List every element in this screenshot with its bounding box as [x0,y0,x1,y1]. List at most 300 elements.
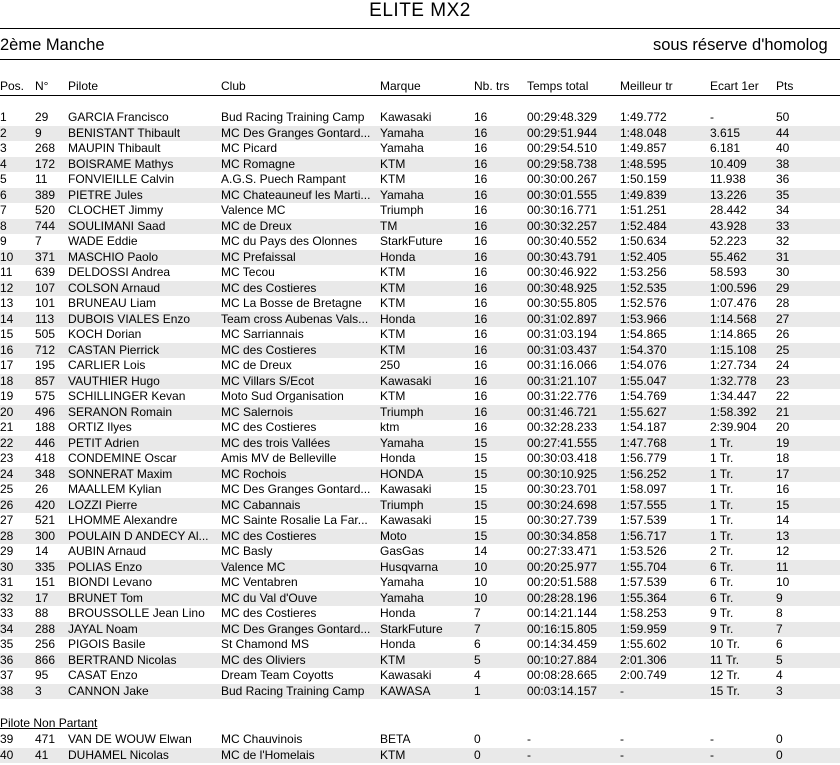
cell-pts: 27 [776,311,790,326]
cell-total: 00:31:03.194 [527,327,598,341]
cell-num: 268 [35,141,56,155]
cell-pilote: FONVIEILLE Calvin [68,172,175,186]
cell-club: MC des Costieres [221,420,317,434]
cell-pts: 8 [776,606,783,620]
table-row [0,653,840,669]
cell-pos: 6 [0,187,7,202]
race-subtitle: 2ème Manche [0,36,105,54]
table-row [0,529,840,545]
cell-pos: 20 [0,404,14,419]
cell-ecart: 2 Tr. [710,544,734,558]
cell-pilote: BENISTANT Thibault [68,125,181,140]
cell-total: 00:30:16.771 [527,203,598,217]
cell-trs: 5 [474,652,481,667]
cell-best: 1:53.526 [620,544,667,558]
cell-pts: 21 [776,404,790,419]
table-row [0,420,840,436]
cell-ecart: 11.938 [710,172,746,186]
cell-num: 520 [35,203,56,217]
cell-pts: 34 [776,203,790,217]
cell-best: 1:54.187 [620,420,667,434]
cell-best: 1:49.857 [620,141,667,155]
cell-ecart: 1:07.476 [710,296,757,310]
cell-club: MC de l'Homelais [221,747,315,762]
cell-marque: BETA [380,732,411,746]
cell-pts: 9 [776,590,783,605]
cell-trs: 15 [474,528,488,543]
cell-pts: 7 [776,621,783,636]
cell-pts: 35 [776,187,790,202]
cell-best: 1:58.253 [620,606,667,620]
cell-pilote: BOISRAME Mathys [68,156,174,171]
table-row [0,141,840,157]
cell-ecart: 6 Tr. [710,590,734,605]
cell-best: 1:53.966 [620,311,667,326]
cell-trs: 16 [474,218,488,233]
cell-pts: 30 [776,265,790,279]
cell-pilote: DUBOIS VIALES Enzo [68,311,191,326]
cell-club: Bud Racing Training Camp [221,110,365,124]
cell-num: 521 [35,513,56,527]
cell-ecart: 1:14.865 [710,327,757,341]
title-rule [0,28,840,29]
cell-pos: 8 [0,218,7,233]
cell-ecart: 1 Tr. [710,513,734,527]
cell-best: 1:52.535 [620,280,667,295]
cell-pilote: COLSON Arnaud [68,280,161,295]
cell-club: Dream Team Coyotts [221,668,334,682]
cell-pilote: AUBIN Arnaud [68,544,147,558]
cell-pos: 28 [0,528,14,543]
cell-total: 00:29:58.738 [527,156,598,171]
header-total: Temps total [527,79,589,93]
table-row [0,234,840,250]
cell-num: 575 [35,389,56,403]
cell-trs: 16 [474,141,488,155]
cell-pos: 35 [0,637,14,651]
cell-trs: 16 [474,156,488,171]
cell-club: MC Sarriannais [221,327,304,341]
cell-total: 00:30:01.555 [527,187,598,202]
cell-pilote: LOZZI Pierre [68,497,138,512]
header-trs: Nb. trs [474,79,510,93]
cell-best: - [620,732,624,746]
cell-trs: 16 [474,187,488,202]
cell-club: MC Chauvinois [221,732,303,746]
cell-num: 744 [35,218,56,233]
table-row [0,451,840,467]
cell-trs: 16 [474,265,488,279]
cell-ecart: 2:39.904 [710,420,757,434]
cell-pos: 3 [0,141,7,155]
cell-pts: 12 [776,544,790,558]
cell-total: 00:28:28.196 [527,590,598,605]
cell-pos: 14 [0,311,14,326]
cell-club: MC Prefaissal [221,249,296,264]
cell-total: 00:10:27.884 [527,652,598,667]
header-pilote: Pilote [68,79,99,93]
cell-pilote: MAUPIN Thibault [68,141,161,155]
cell-pos: 25 [0,482,14,496]
cell-num: 348 [35,466,56,481]
cell-pos: 33 [0,606,14,620]
cell-num: 639 [35,265,56,279]
cell-pos: 36 [0,652,14,667]
cell-ecart: 1 Tr. [710,435,734,450]
cell-trs: 16 [474,373,488,388]
cell-club: Moto Sud Organisation [221,389,344,403]
cell-total: 00:31:03.437 [527,342,598,357]
cell-club: MC des Costieres [221,342,317,357]
cell-pilote: JAYAL Noam [68,621,138,636]
table-row [0,157,840,173]
cell-best: 1:52.405 [620,249,667,264]
cell-club: MC des Costieres [221,280,317,295]
cell-num: 505 [35,327,56,341]
cell-club: MC La Bosse de Bretagne [221,296,362,310]
cell-trs: 15 [474,482,488,496]
table-row [0,405,840,421]
cell-best: 1:57.539 [620,575,667,589]
cell-total: 00:14:21.144 [527,606,598,620]
cell-club: MC Chateauneuf les Marti... [221,187,371,202]
table-row [0,219,840,235]
cell-club: MC Salernois [221,404,294,419]
cell-marque: TM [380,218,398,233]
cell-club: Bud Racing Training Camp [221,683,365,698]
cell-pilote: VAUTHIER Hugo [68,373,160,388]
cell-num: 256 [35,637,56,651]
cell-best: 1:56.717 [620,528,667,543]
cell-marque: ktm [380,420,400,434]
cell-pos: 26 [0,497,14,512]
cell-pilote: DELDOSSI Andrea [68,265,171,279]
header-club: Club [221,79,246,93]
cell-best: 1:56.779 [620,451,667,465]
cell-marque: KTM [380,296,406,310]
table-row [0,358,840,374]
cell-total: 00:30:55.805 [527,296,598,310]
cell-total: 00:30:34.858 [527,528,598,543]
cell-pilote: CLOCHET Jimmy [68,203,164,217]
homologation-note: sous réserve d'homolog [653,36,828,54]
table-row [0,575,840,591]
cell-total: - [527,747,531,762]
cell-pos: 27 [0,513,14,527]
table-row [0,281,840,297]
cell-marque: Honda [380,451,416,465]
table-row [0,748,840,764]
cell-pilote: CONDEMINE Oscar [68,451,177,465]
cell-pts: 17 [776,466,790,481]
cell-club: MC de Dreux [221,218,292,233]
table-row [0,668,840,684]
cell-pilote: KOCH Dorian [68,327,142,341]
cell-club: MC du Val d'Ouve [221,590,318,605]
cell-total: 00:31:22.776 [527,389,598,403]
header-best: Meilleur tr [620,79,673,93]
cell-marque: Yamaha [380,435,424,450]
table-row [0,591,840,607]
cell-pos: 11 [0,265,13,279]
cell-trs: 16 [474,234,488,248]
cell-num: 113 [35,311,55,326]
table-row [0,343,840,359]
cell-best: 1:54.769 [620,389,667,403]
cell-pilote: SERANON Romain [68,404,173,419]
cell-num: 29 [35,110,49,124]
cell-pilote: PIGOIS Basile [68,637,146,651]
cell-pts: 32 [776,234,790,248]
cell-best: 1:55.602 [620,637,667,651]
cell-club: MC Ventabren [221,575,298,589]
cell-pts: 25 [776,342,790,357]
cell-num: 7 [35,234,42,248]
cell-pos: 22 [0,435,14,450]
cell-total: 00:20:51.588 [527,575,598,589]
cell-pts: 20 [776,420,790,434]
cell-club: MC Sainte Rosalie La Far... [221,513,368,527]
cell-num: 195 [35,358,56,372]
cell-club: Amis MV de Belleville [221,451,337,465]
table-row [0,622,840,638]
table-row [0,110,840,126]
cell-pilote: MASCHIO Paolo [68,249,159,264]
cell-total: 00:27:41.555 [527,435,598,450]
cell-ecart: 58.593 [710,265,747,279]
cell-marque: Yamaha [380,590,424,605]
cell-pilote: LHOMME Alexandre [68,513,178,527]
cell-trs: 15 [474,451,488,465]
cell-trs: 4 [474,668,481,682]
cell-num: 335 [35,559,56,574]
cell-trs: 16 [474,203,488,217]
cell-pos: 32 [0,590,14,605]
cell-pos: 10 [0,249,14,264]
cell-pilote: SONNERAT Maxim [68,466,173,481]
cell-num: 471 [35,732,56,746]
cell-marque: Honda [380,311,416,326]
cell-total: - [527,732,531,746]
cell-marque: Yamaha [380,575,424,589]
cell-ecart: 12 Tr. [710,668,741,682]
cell-trs: 15 [474,513,488,527]
cell-ecart: 1:00.596 [710,280,757,295]
cell-best: 1:50.634 [620,234,667,248]
cell-pos: 39 [0,732,14,746]
cell-marque: HONDA [380,466,424,481]
cell-best: 1:57.539 [620,513,667,527]
cell-pts: 28 [776,296,790,310]
cell-best: 1:52.576 [620,296,667,310]
cell-best: 1:55.627 [620,404,667,419]
cell-trs: 16 [474,296,488,310]
cell-marque: Yamaha [380,141,424,155]
cell-best: 1:48.048 [620,125,667,140]
cell-pts: 31 [776,249,790,264]
table-row [0,637,840,653]
non-partant-heading: Pilote Non Partant [0,716,98,730]
cell-marque: KTM [380,172,406,186]
cell-ecart: 15 Tr. [710,683,741,698]
cell-marque: KTM [380,652,406,667]
cell-pilote: BERTRAND Nicolas [68,652,177,667]
cell-pts: 19 [776,435,790,450]
cell-marque: Kawasaki [380,110,432,124]
table-row [0,436,840,452]
cell-club: MC des Costieres [221,528,317,543]
cell-total: 00:30:32.257 [527,218,598,233]
cell-total: 00:29:51.944 [527,125,598,140]
cell-marque: KAWASA [380,683,431,698]
cell-ecart: 6 Tr. [710,575,734,589]
table-row [0,513,840,529]
cell-club: MC des trois Vallées [221,435,331,450]
cell-total: 00:20:25.977 [527,559,598,574]
cell-ecart: 1:32.778 [710,373,757,388]
cell-club: MC Basly [221,544,273,558]
cell-num: 857 [35,373,56,388]
table-header [0,79,840,95]
table-row [0,606,840,622]
cell-club: St Chamond MS [221,637,310,651]
cell-pts: 23 [776,373,790,388]
cell-pts: 36 [776,172,790,186]
cell-club: MC des Costieres [221,606,317,620]
cell-total: 00:27:33.471 [527,544,598,558]
cell-pts: 40 [776,141,790,155]
cell-best: 1:52.484 [620,218,667,233]
cell-num: 866 [35,652,56,667]
cell-pts: 22 [776,389,790,403]
cell-pts: 11 [776,559,789,574]
cell-best: - [620,683,624,698]
cell-club: Team cross Aubenas Vals... [221,311,369,326]
cell-pts: 15 [776,497,790,512]
cell-trs: 16 [474,327,488,341]
cell-ecart: 1 Tr. [710,497,734,512]
cell-pos: 5 [0,172,7,186]
cell-ecart: 1:34.447 [710,389,757,403]
cell-pilote: VAN DE WOUW Elwan [68,732,192,746]
cell-num: 300 [35,528,56,543]
cell-pts: 3 [776,683,783,698]
cell-ecart: 10 Tr. [710,637,741,651]
cell-club: MC Des Granges Gontard... [221,482,371,496]
cell-trs: 10 [474,575,488,589]
cell-ecart: 1 Tr. [710,528,734,543]
cell-total: 00:30:43.791 [527,249,598,264]
cell-total: 00:31:02.897 [527,311,598,326]
cell-num: 418 [35,451,56,465]
cell-total: 00:16:15.805 [527,621,598,636]
cell-marque: Moto [380,528,407,543]
cell-num: 41 [35,747,49,762]
cell-best: 1:56.252 [620,466,667,481]
cell-trs: 16 [474,420,488,434]
cell-ecart: 6.181 [710,141,741,155]
cell-total: 00:29:48.329 [527,110,598,124]
cell-total: 00:30:23.701 [527,482,598,496]
cell-num: 14 [35,544,49,558]
cell-club: MC Des Granges Gontard... [221,125,371,140]
cell-pos: 34 [0,621,14,636]
cell-marque: StarkFuture [380,234,443,248]
cell-ecart: 1:27.734 [710,358,757,372]
cell-marque: Honda [380,637,416,651]
cell-pilote: BRUNET Tom [68,590,143,605]
table-row [0,296,840,312]
cell-trs: 16 [474,389,488,403]
cell-trs: 0 [474,747,481,762]
cell-pos: 24 [0,466,14,481]
cell-trs: 16 [474,342,488,357]
cell-pts: 26 [776,327,790,341]
cell-best: 1:50.159 [620,172,667,186]
cell-best: 1:55.364 [620,590,667,605]
cell-pilote: SOULIMANI Saad [68,218,166,233]
cell-total: 00:32:28.233 [527,420,598,434]
cell-num: 101 [35,296,56,310]
table-row [0,188,840,204]
header-ecart: Ecart 1er [710,79,759,93]
cell-club: Valence MC [221,203,286,217]
cell-pos: 23 [0,451,14,465]
header-marque: Marque [380,79,421,93]
cell-trs: 16 [474,249,488,264]
cell-pts: 0 [776,747,783,762]
cell-marque: KTM [380,389,406,403]
cell-ecart: 43.928 [710,218,747,233]
cell-pilote: CASTAN Pierrick [68,342,160,357]
cell-total: 00:03:14.157 [527,683,598,698]
cell-ecart: 1:15.108 [710,342,757,357]
cell-total: 00:31:46.721 [527,404,598,419]
cell-total: 00:30:24.698 [527,497,598,512]
cell-total: 00:30:40.552 [527,234,598,248]
cell-pilote: PIETRE Jules [68,187,143,202]
cell-club: A.G.S. Puech Rampant [221,172,346,186]
cell-pos: 13 [0,296,14,310]
cell-best: 1:59.959 [620,621,667,636]
cell-pts: 5 [776,652,783,667]
cell-num: 3 [35,683,42,698]
table-row [0,265,840,281]
cell-num: 9 [35,125,42,140]
cell-total: 00:14:34.459 [527,637,598,651]
cell-best: 1:47.768 [620,435,667,450]
table-row [0,467,840,483]
cell-club: MC Villars S/Ecot [221,373,315,388]
cell-pilote: GARCIA Francisco [68,110,169,124]
cell-pilote: SCHILLINGER Kevan [68,389,186,403]
cell-ecart: 9 Tr. [710,606,734,620]
cell-trs: 15 [474,435,488,450]
cell-trs: 15 [474,466,488,481]
cell-marque: Kawasaki [380,482,432,496]
cell-best: 1:53.256 [620,265,667,279]
cell-marque: Yamaha [380,187,424,202]
cell-pos: 17 [0,358,14,372]
cell-trs: 16 [474,172,488,186]
table-row [0,250,840,266]
table-row [0,172,840,188]
cell-pts: 10 [776,575,790,589]
cell-pos: 16 [0,342,14,357]
cell-pilote: DUHAMEL Nicolas [68,747,169,762]
cell-num: 188 [35,420,56,434]
cell-num: 11 [35,172,48,186]
